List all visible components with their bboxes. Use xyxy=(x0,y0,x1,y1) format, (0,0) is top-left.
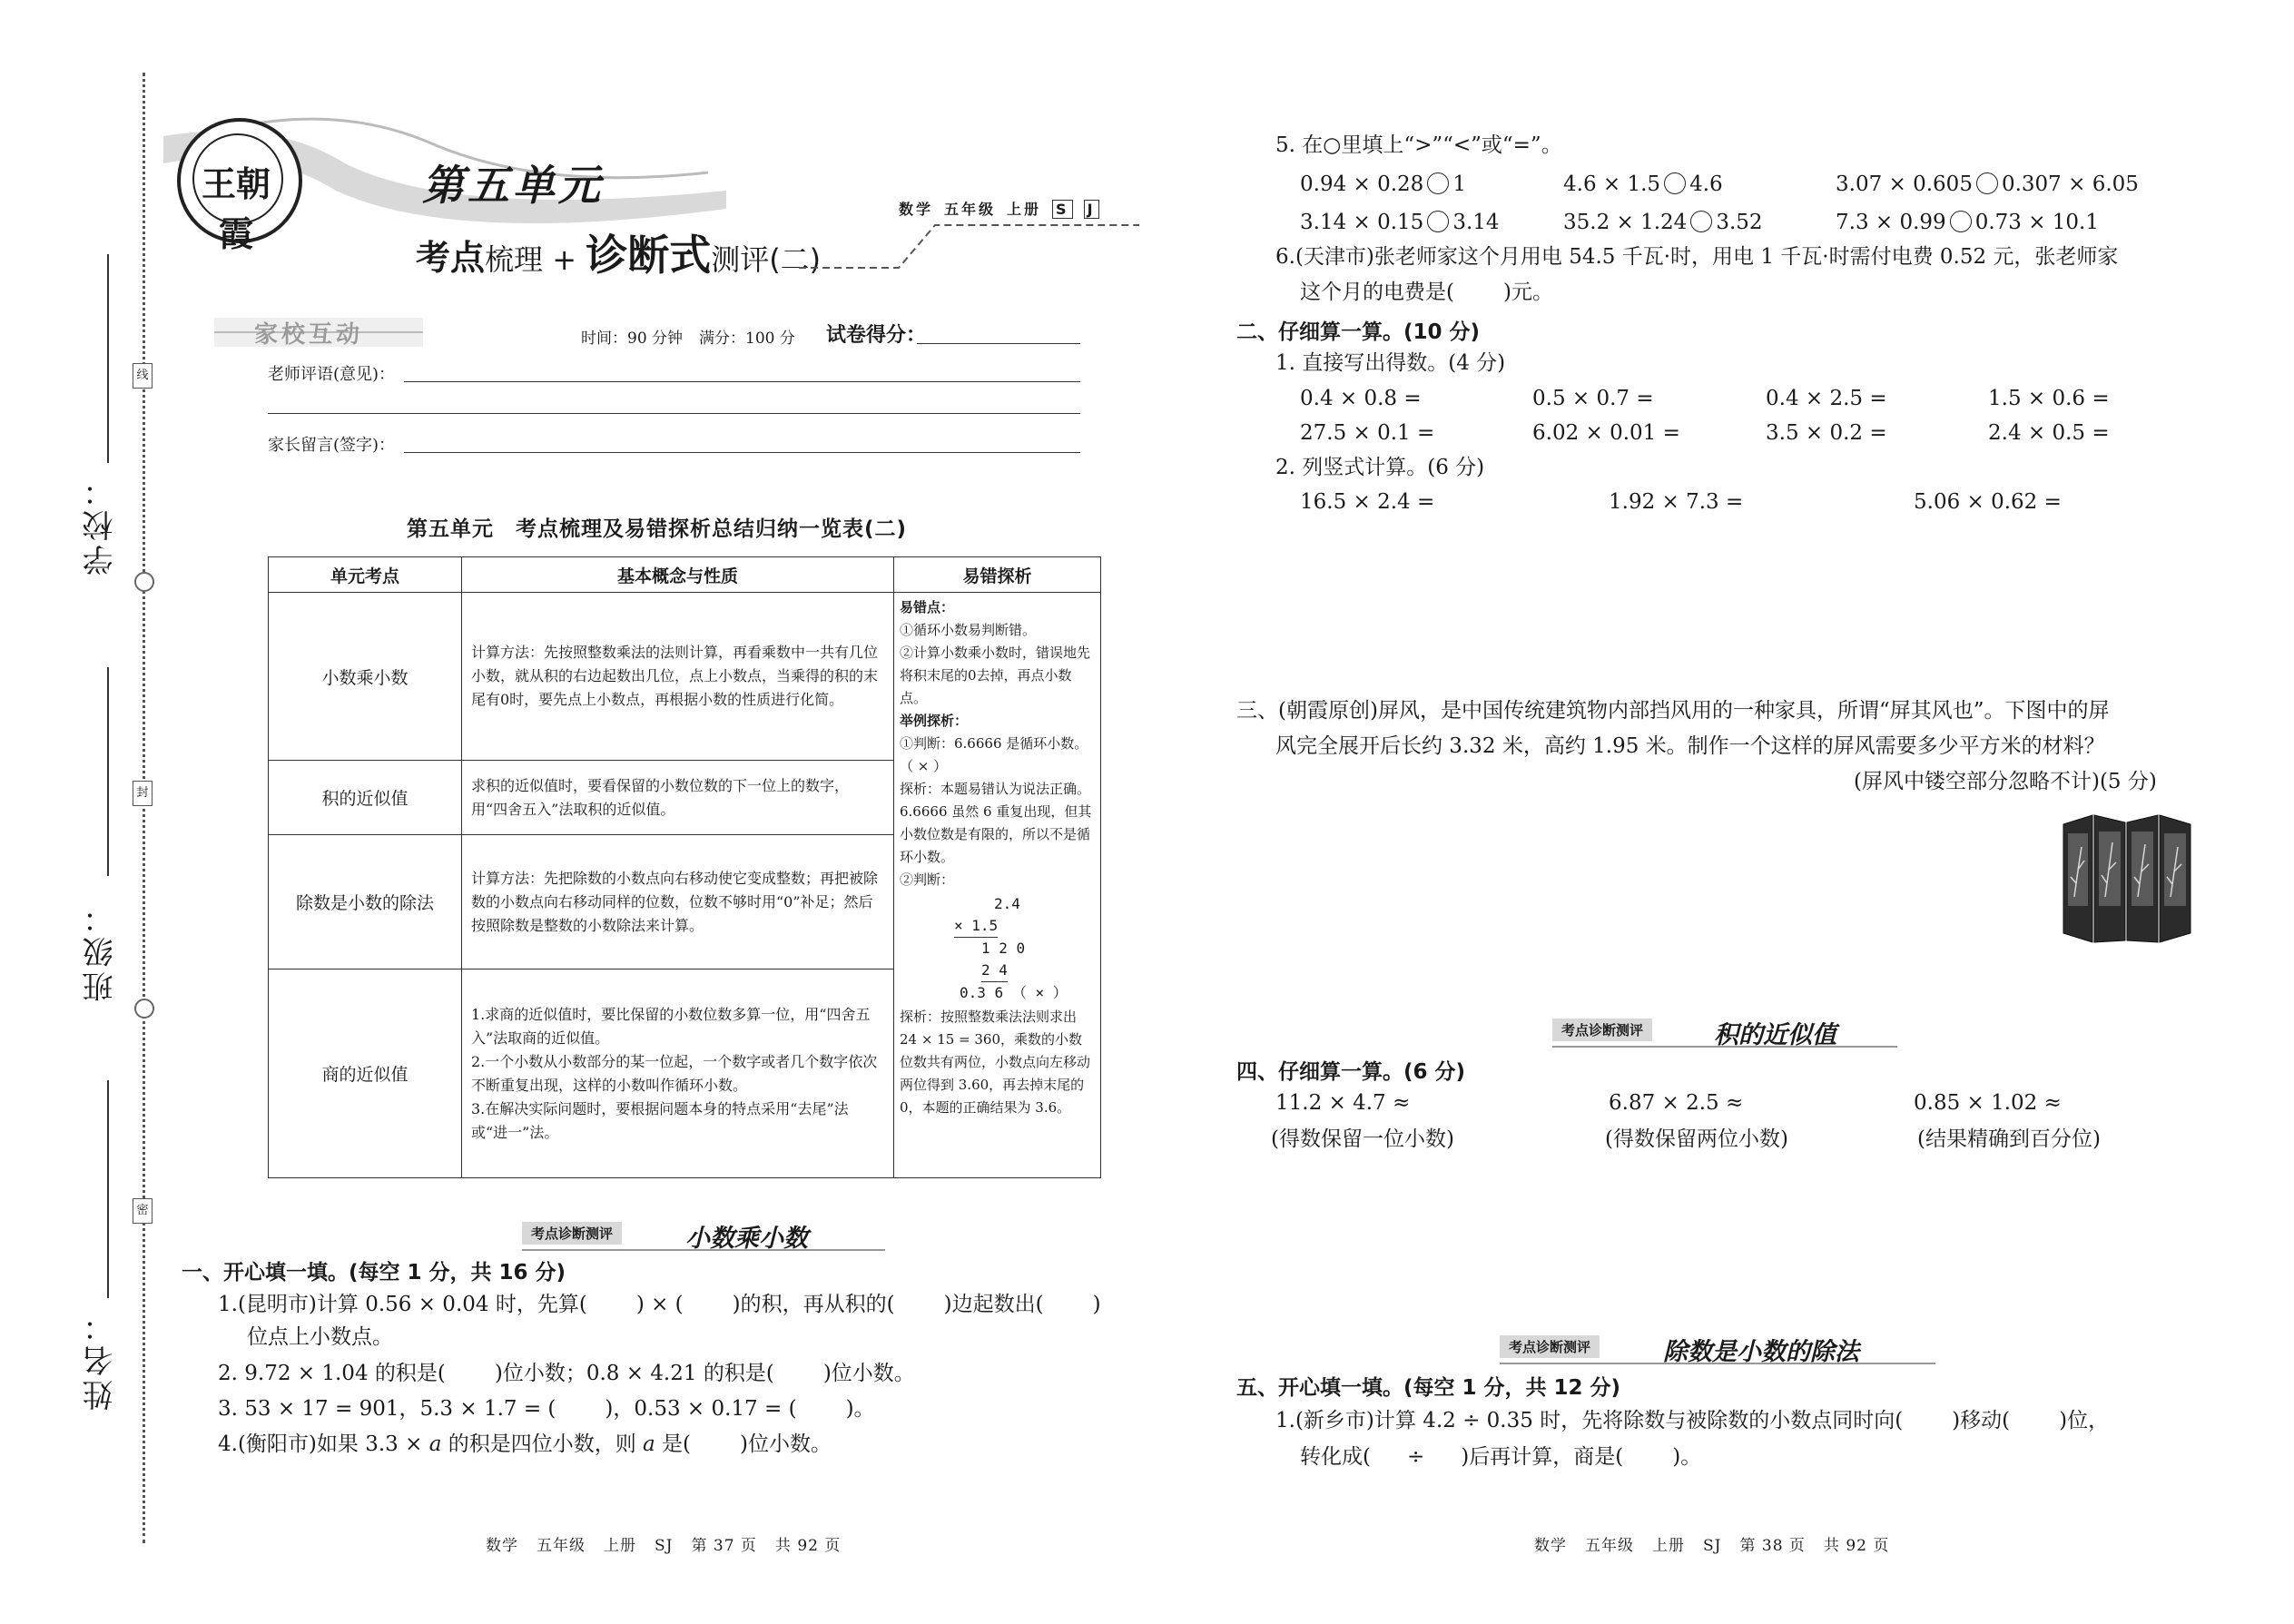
score-blank xyxy=(917,343,1080,344)
banner-tag: 考点诊断测评 xyxy=(1552,1019,1652,1041)
section-heading: 二、仔细算一算。(10 分) xyxy=(1236,320,1481,344)
folding-screen-image xyxy=(2054,806,2200,951)
vertical-calc: 16.5 × 2.4 = xyxy=(1300,490,1435,514)
test-subtitle: 考点梳理 + 诊断式测评(二) xyxy=(416,231,822,280)
teacher-comment-line xyxy=(268,413,1080,414)
concept-cell: 计算方法：先把除数的小数点向右移动使它变成整数；再把被除数的小数点向右移动同样的位数，位数不够时用“0”补足；然后按照除数是整数的小数除法来计算。 xyxy=(462,835,894,969)
direct-calc: 6.02 × 0.01 = xyxy=(1532,421,1680,445)
question-1-cont: 位点上小数点。 xyxy=(247,1325,393,1349)
table-header: 易错探析 xyxy=(894,557,1101,593)
banner-arrow xyxy=(1552,1046,1897,1048)
binding-mark-seal: 封 xyxy=(133,781,153,806)
question-2: 2. 9.72 × 1.04 的积是( )位小数；0.8 × 4.21 的积是( )位小数。 xyxy=(218,1362,915,1385)
approx-calc: 6.87 × 2.5 ≈ xyxy=(1609,1091,1744,1115)
compare-item: 3.07 × 0.605 0.307 × 6.05 xyxy=(1836,172,2139,196)
section-heading: 四、仔细算一算。(6 分) xyxy=(1236,1060,1466,1084)
banner-title: 除数是小数的除法 xyxy=(1663,1338,1859,1366)
banner-title: 积的近似值 xyxy=(1714,1021,1836,1049)
table-row xyxy=(269,593,1101,761)
table-header: 单元考点 xyxy=(269,557,462,593)
question-5-1-cont: 转化成( ÷ )后再计算，商是( )。 xyxy=(1300,1445,1702,1469)
class-label: 班级： xyxy=(83,899,119,1002)
section-banner xyxy=(1500,1332,1935,1368)
concept-cell: 求积的近似值时，要看保留的小数位数的下一位上的数字，用“四舍五入”法取积的近似值。 xyxy=(462,761,894,835)
binding-dotted-line xyxy=(143,73,145,1543)
subtitle-dashed-line xyxy=(799,218,1144,272)
compare-item: 0.94 × 0.28 1 xyxy=(1300,172,1466,196)
question-5: 5. 在○里填上“>”“<”或“=”。 xyxy=(1275,133,1562,157)
banner-arrow xyxy=(522,1249,885,1251)
compare-item: 4.6 × 1.5 4.6 xyxy=(1563,172,1723,196)
topic-cell: 除数是小数的除法 xyxy=(269,835,462,969)
score-label: 试卷得分： xyxy=(826,324,927,347)
summary-table xyxy=(268,556,1108,1178)
binding-hole xyxy=(134,572,154,592)
name-blank xyxy=(107,1080,109,1298)
binding-mark-line: 线 xyxy=(133,363,153,389)
approx-calc: 0.85 × 1.02 ≈ xyxy=(1914,1091,2062,1115)
direct-calc: 0.4 × 2.5 = xyxy=(1766,387,1887,410)
question-6-cont: 这个月的电费是( )元。 xyxy=(1300,281,1553,304)
question-3: 3. 53 × 17 = 901，5.3 × 1.7 = ( )，0.53 × 0.17 = ( )。 xyxy=(218,1397,875,1421)
direct-calc: 1.5 × 0.6 = xyxy=(1988,387,2110,410)
sub-question: 1. 直接写出得数。(4 分) xyxy=(1275,351,1506,375)
table-header: 基本概念与性质 xyxy=(462,557,894,593)
topic-cell: 商的近似值 xyxy=(269,969,462,1178)
footer-left: 数学 五年级 上册 SJ 第 37 页 共 92 页 xyxy=(486,1537,842,1555)
name-label: 姓名： xyxy=(83,1307,119,1411)
concept-cell: 计算方法：先按照整数乘法的法则计算，再看乘数中一共有几位小数，就从积的右边起数出几位，点上小数点，当乘得的积的末尾有0时，要先点上小数点，再根据小数的性质进行化简。 xyxy=(462,593,894,761)
banner-arrow xyxy=(1500,1363,1935,1364)
sub-question: 2. 列竖式计算。(6 分) xyxy=(1275,456,1485,479)
question-3-note: (屏风中镂空部分忽略不计)(5 分) xyxy=(1854,770,2157,793)
question-1: 1.(昆明市)计算 0.56 × 0.04 时，先算( ) × ( )的积，再从积的( )边起数出( ) xyxy=(218,1293,1101,1316)
section-heading: 五、开心填一填。(每空 1 分，共 12 分) xyxy=(1236,1376,1621,1400)
topic-cell: 小数乘小数 xyxy=(269,593,462,761)
approx-calc: 11.2 × 4.7 ≈ xyxy=(1275,1091,1411,1115)
compare-item: 35.2 × 1.24 3.52 xyxy=(1563,211,1763,234)
direct-calc: 27.5 × 0.1 = xyxy=(1300,421,1435,445)
banner-tag: 考点诊断测评 xyxy=(522,1222,622,1245)
question-3-screen-cont: 风完全展开后长约 3.32 米，高约 1.95 米。制作一个这样的屏风需要多少平方米的材料？ xyxy=(1275,734,2105,758)
brand-logo-text: 王朝霞 xyxy=(201,163,271,254)
section-banner xyxy=(522,1218,885,1255)
summary-table-title: 第五单元 考点梳理及易错探析总结归纳一览表(二) xyxy=(407,517,908,541)
vertical-calc-example: 2.4 × 1.5 1 2 0 2 4 0.3 6 （ × ） xyxy=(954,895,1068,1001)
banner-tag: 考点诊断测评 xyxy=(1500,1335,1600,1358)
school-blank xyxy=(107,254,109,463)
compare-item: 3.14 × 0.15 3.14 xyxy=(1300,211,1500,234)
section-banner xyxy=(1552,1015,1897,1051)
banner-title: 小数乘小数 xyxy=(685,1225,808,1253)
binding-mark-secret: 密 xyxy=(133,1198,153,1224)
school-label: 学校： xyxy=(83,472,119,576)
question-5-1: 1.(新乡市)计算 4.2 ÷ 0.35 时，先将除数与被除数的小数点同时向( )移动( )位， xyxy=(1275,1409,2110,1432)
question-4: 4.(衡阳市)如果 3.3 × a 的积是四位小数，则 a 是( )位小数。 xyxy=(218,1432,832,1456)
error-analysis-cell: 易错点： ①循环小数易判断错。 ②计算小数乘小数时，错误地先将积末尾的0去掉，再点小数点。 举例探析： ①判断：6.6666 是循环小数。 （ × ） 探析：本题易错认为说法正确。6.6666 虽然 6 重复出现，但其小数位数是有限的，所以不是循环小数。 ②判断： 2.4 × 1.5 1 2 0 2 4 0.3 6 （ × ） 探析：按照整数乘法法则求出 24 × 15 = 360，乘数的小数位数共有两位，小数点向左移动两位得到 3.60，再去掉末尾的 0，本题的正确结果为 3.6。 xyxy=(894,593,1101,1178)
parent-comment-label: 家长留言(签字)： xyxy=(268,436,396,455)
topic-cell: 积的近似值 xyxy=(269,761,462,835)
section-heading: 一、开心填一填。(每空 1 分，共 16 分) xyxy=(182,1261,566,1284)
footer-right: 数学 五年级 上册 SJ 第 38 页 共 92 页 xyxy=(1534,1537,1890,1555)
exam-meta: 时间：90 分钟 满分：100 分 xyxy=(581,330,795,348)
teacher-comment-label: 老师评语(意见)： xyxy=(268,365,396,384)
approx-note: (得数保留一位小数) xyxy=(1271,1127,1454,1151)
table-header-row xyxy=(269,557,1101,593)
direct-calc: 0.4 × 0.8 = xyxy=(1300,387,1422,410)
unit-title: 第五单元 xyxy=(422,161,604,210)
direct-calc: 3.5 × 0.2 = xyxy=(1766,421,1887,445)
vertical-calc: 1.92 × 7.3 = xyxy=(1609,490,1744,514)
grade-tag: 数学 五年级 上册 S J xyxy=(899,198,1110,219)
direct-calc: 0.5 × 0.7 = xyxy=(1532,387,1654,410)
class-blank xyxy=(107,667,109,876)
question-3-screen: 三、(朝霞原创)屏风，是中国传统建筑物内部挡风用的一种家具，所谓“屏其风也”。下图中的屏 xyxy=(1236,699,2110,723)
teacher-comment-line xyxy=(404,381,1080,382)
parent-comment-line xyxy=(404,452,1080,453)
compare-item: 7.3 × 0.99 0.73 × 10.1 xyxy=(1836,211,2100,234)
direct-calc: 2.4 × 0.5 = xyxy=(1988,421,2110,445)
approx-note: (得数保留两位小数) xyxy=(1605,1127,1788,1151)
approx-note: (结果精确到百分位) xyxy=(1917,1127,2101,1151)
home-school-label: 家校互动 xyxy=(254,321,364,349)
concept-cell: 1.求商的近似值时，要比保留的小数位数多算一位，用“四舍五入”法取商的近似值。 2.一个小数从小数部分的某一位起，一个数字或者几个数字依次不断重复出现，这样的小数叫作循环小数。 3.在解决实际问题时，要根据问题本身的特点采用“去尾”法或“进一”法。 xyxy=(462,969,894,1178)
binding-hole xyxy=(134,999,154,1019)
question-6: 6.(天津市)张老师家这个月用电 54.5 千瓦·时，用电 1 千瓦·时需付电费 0.52 元，张老师家 xyxy=(1275,245,2119,269)
vertical-calc: 5.06 × 0.62 = xyxy=(1914,490,2062,514)
